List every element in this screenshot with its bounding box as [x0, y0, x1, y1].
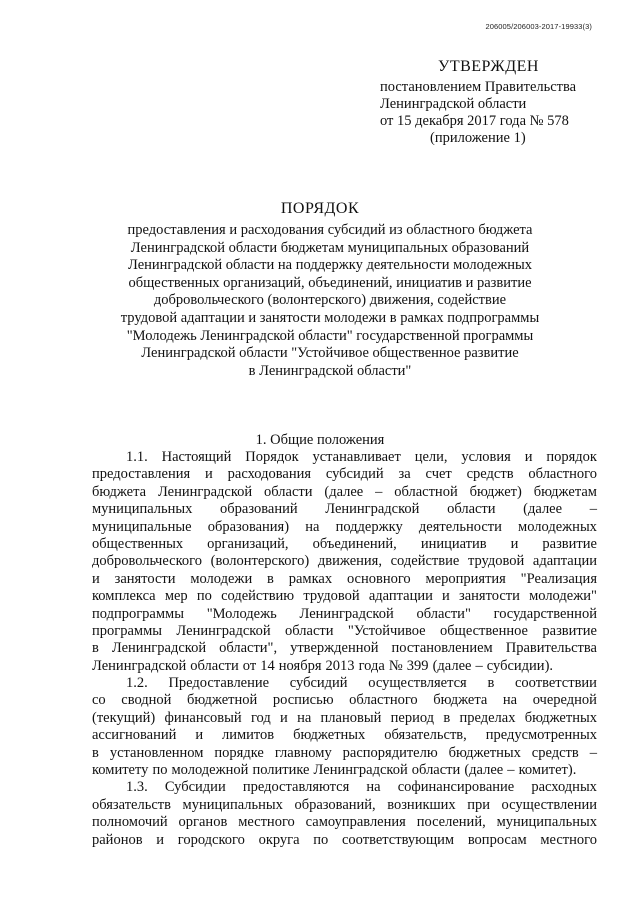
approval-line: постановлением Правительства — [380, 79, 577, 95]
subtitle-line: Ленинградской области на поддержку деятельности молодежных — [127, 257, 533, 274]
approval-stamp — [380, 58, 630, 147]
approval-line: Ленинградской области — [380, 96, 527, 112]
paragraph-line: (текущий) финансовый год и на плановый период в пределах бюджетных — [92, 709, 597, 726]
paragraph-line: добровольческого (волонтерского) движения, содействие трудовой адаптации — [92, 553, 597, 570]
subtitle-line: трудовой адаптации и занятости молодежи в рамках подпрограммы — [120, 309, 540, 326]
paragraph-line: 1.3. Субсидии предоставляются на софинансирование расходных — [126, 779, 597, 796]
subtitle-line: добровольческого (волонтерского) движения, содействие — [153, 292, 507, 309]
subtitle-line: Ленинградской области бюджетам муниципальных образований — [130, 239, 530, 256]
paragraph-line: в установленном порядке главному распорядителю бюджетных средств – — [92, 744, 597, 761]
paragraph-line: полномочий органов местного самоуправления поселений, муниципальных — [92, 814, 597, 831]
paragraph-line: районов и городского округа по соответствующим вопросам местного — [92, 831, 597, 848]
subtitle-line: "Молодежь Ленинградской области" государственной программы — [126, 327, 534, 344]
paragraph-line: общественных организаций, объединений, инициатив и развитие — [92, 535, 597, 552]
paragraph-line: программы Ленинградской области "Устойчивое общественное развитие — [92, 622, 597, 639]
document-title: ПОРЯДОК — [280, 200, 360, 217]
paragraph-line: бюджета Ленинградской области (далее – областной бюджет) бюджетам — [92, 483, 597, 500]
paragraph-line: 1.2. Предоставление субсидий осуществляется в соответствии — [126, 675, 597, 692]
paragraph-line: и занятости молодежи в рамках основного мероприятия "Реализация — [92, 570, 597, 587]
paragraph-line: комитету по молодежной политике Ленинградской области (далее – комитет). — [92, 762, 577, 779]
paragraph-line: в Ленинградской области", утвержденной постановлением Правительства — [92, 640, 597, 657]
paragraph-line: муниципальные образования) на поддержку деятельности молодежных — [92, 518, 597, 535]
subtitle-line: в Ленинградской области" — [248, 362, 412, 379]
approval-heading: УТВЕРЖДЕН — [438, 58, 539, 75]
paragraph-line: предоставления и расходования субсидий за счет средств областного — [92, 466, 597, 483]
paragraph-line: ассигнований и лимитов бюджетных обязательств, предусмотренных — [92, 727, 597, 744]
paragraph-line: Ленинградской области от 14 ноября 2013 года № 399 (далее – субсидии). — [92, 657, 554, 674]
document-subtitle — [70, 222, 590, 380]
paragraph-line: комплекса мер по содействию трудовой адаптации и занятости молодежи" — [92, 588, 597, 605]
document-id: 206005/206003-2017-19933(3) — [485, 22, 592, 31]
approval-annex: (приложение 1) — [430, 130, 526, 146]
paragraph-line: муниципальных образований Ленинградской области (далее – — [92, 501, 597, 518]
paragraph-line: обязательств муниципальных образований, возникших при осуществлении — [92, 796, 597, 813]
paragraph-line: со сводной бюджетной росписью областного бюджета на очередной — [92, 692, 597, 709]
subtitle-line: предоставления и расходования субсидий из областного бюджета — [127, 222, 533, 238]
section-heading: 1. Общие положения — [255, 432, 385, 448]
subtitle-line: общественных организаций, объединений, инициатив и развитие — [128, 274, 532, 291]
subtitle-line: Ленинградской области "Устойчивое общественное развитие — [141, 345, 519, 362]
document-body — [92, 449, 597, 849]
paragraph-line: 1.1. Настоящий Порядок устанавливает цели, условия и порядок — [126, 449, 597, 465]
approval-line: от 15 декабря 2017 года № 578 — [380, 113, 569, 129]
paragraph-line: подпрограммы "Молодежь Ленинградской области" государственной — [92, 605, 597, 622]
